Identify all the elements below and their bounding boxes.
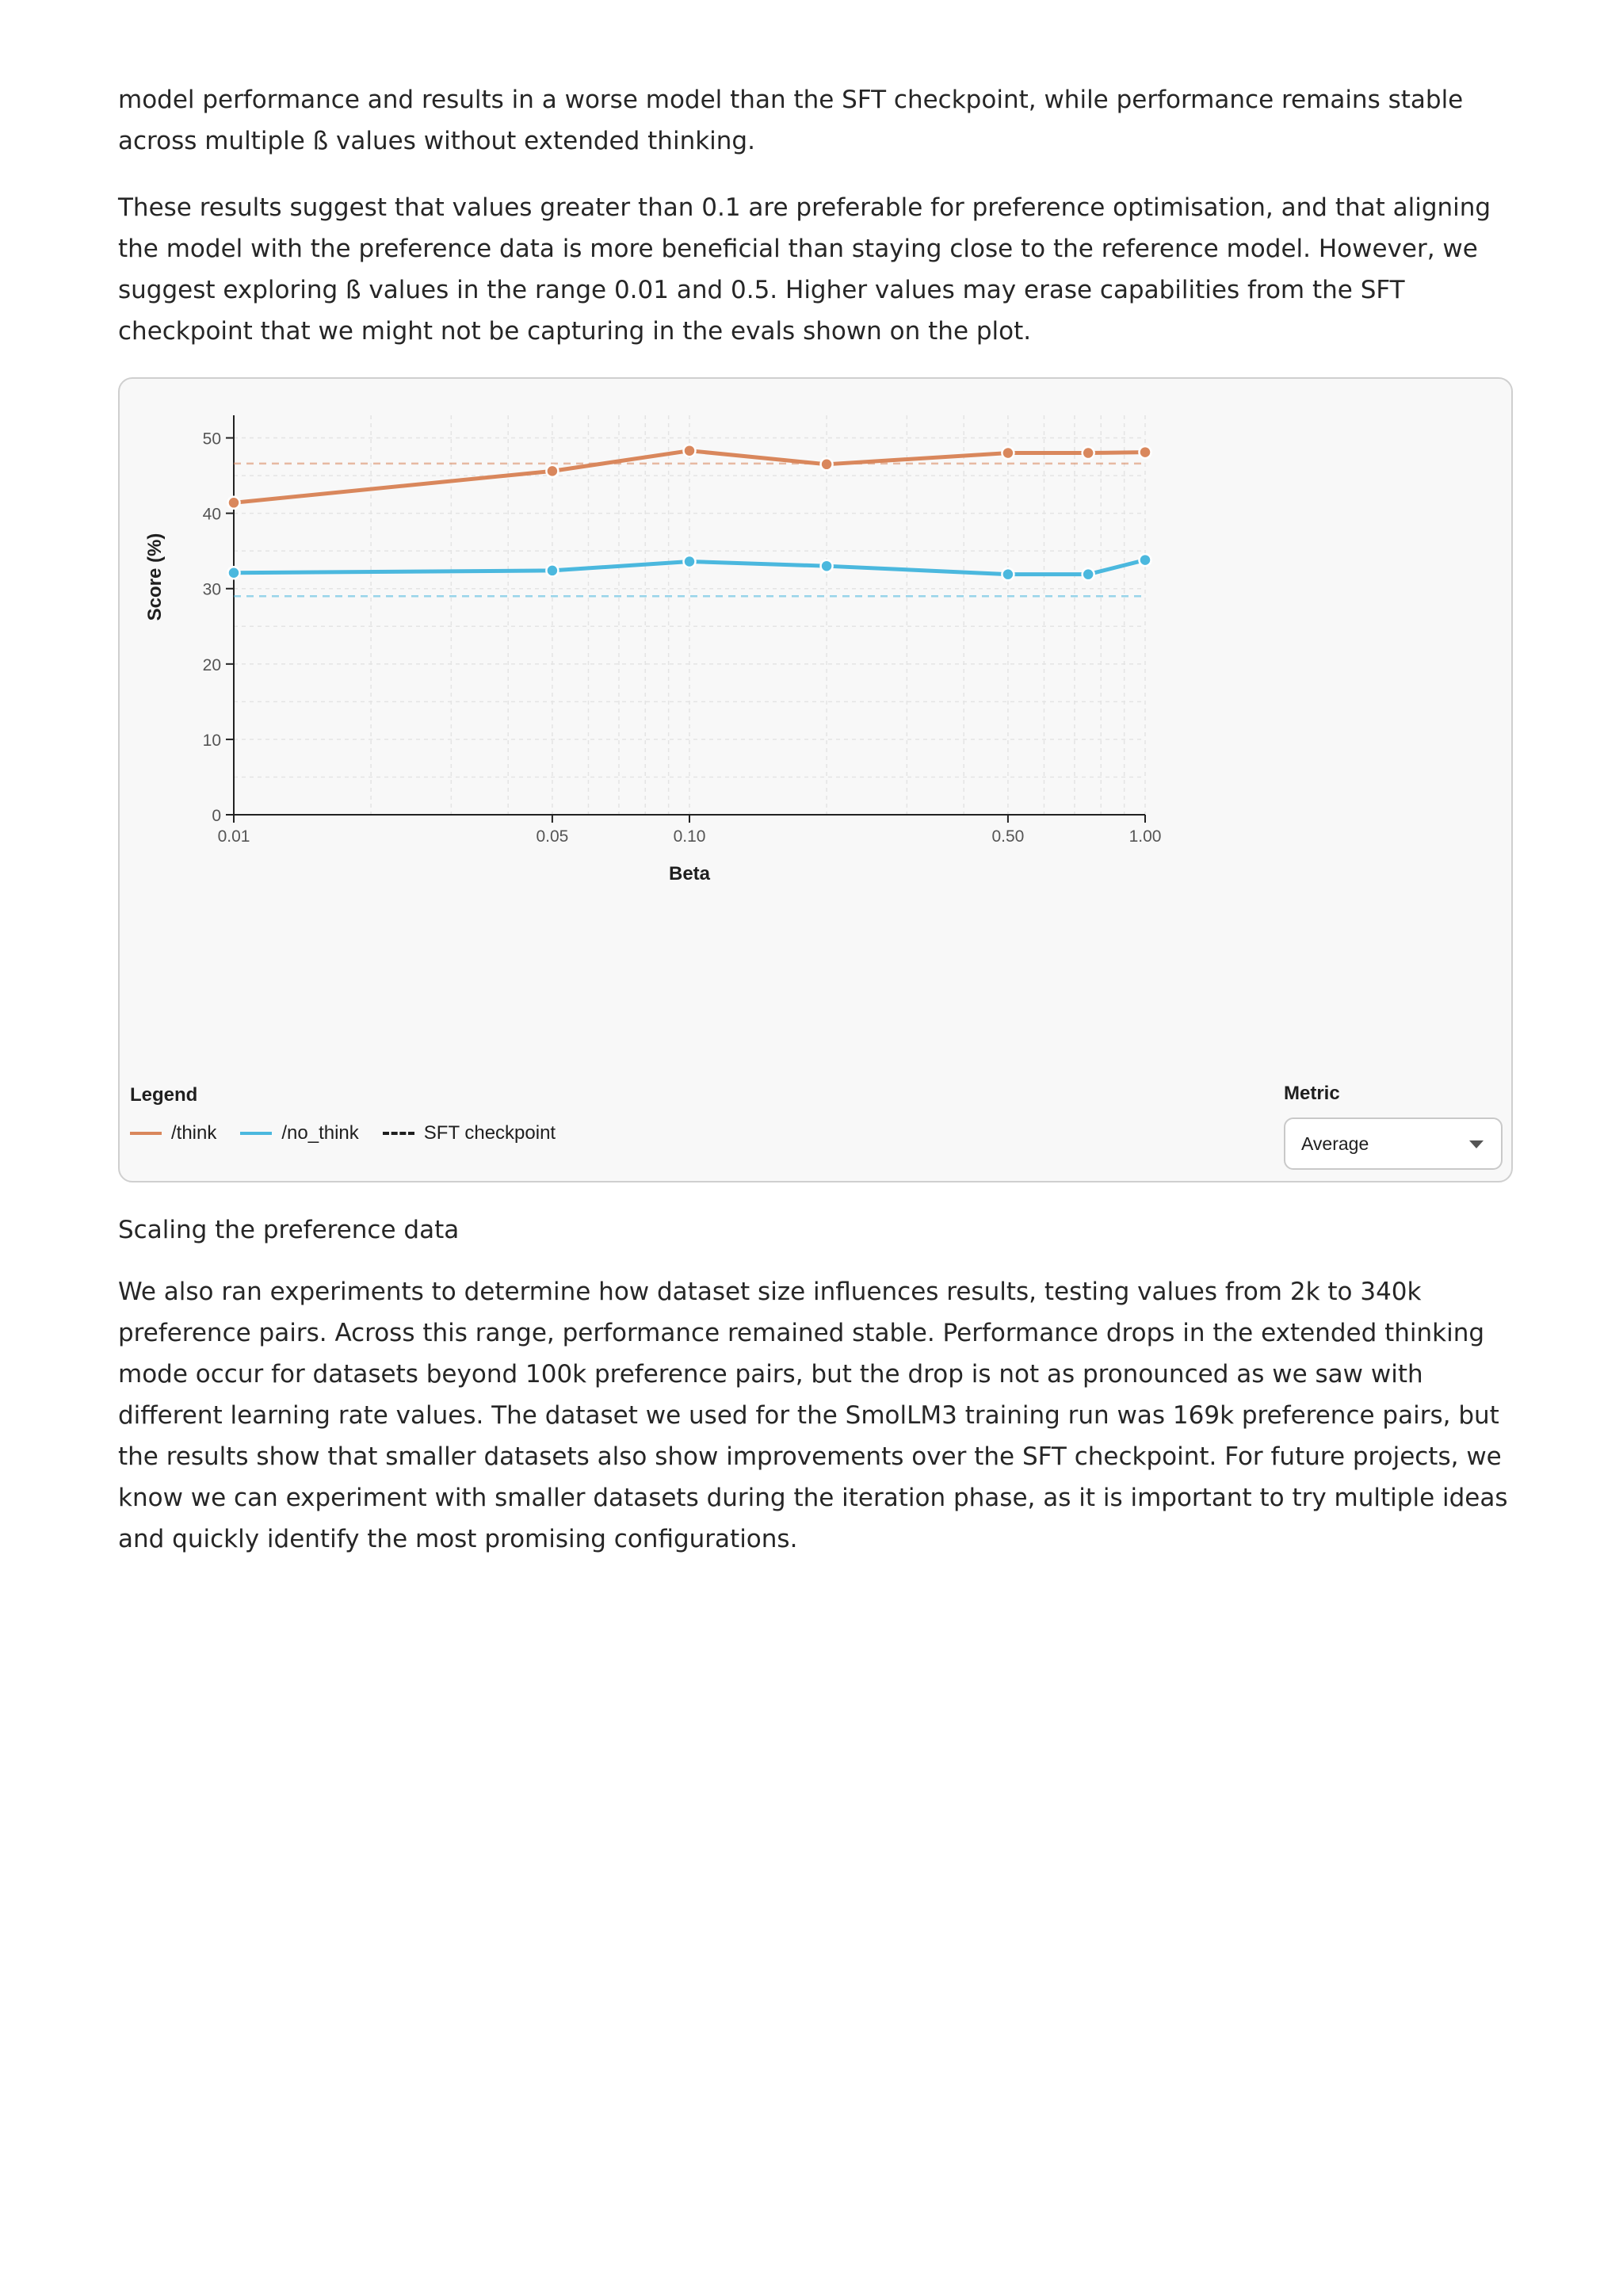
legend-label-think: /think: [171, 1122, 217, 1144]
legend-label-sft-checkpoint: SFT checkpoint: [423, 1122, 556, 1144]
legend-item-think[interactable]: [130, 1122, 216, 1144]
y-tick-label: 30: [202, 580, 221, 599]
data-point-nothink: [684, 556, 696, 567]
data-point-think: [546, 465, 558, 477]
beta-chart-figure: [118, 377, 1513, 1182]
data-point-think: [1140, 446, 1151, 458]
legend-swatch-no-think: [240, 1132, 272, 1135]
legend-item-sft-checkpoint[interactable]: [383, 1122, 556, 1144]
paragraph-beta-recommendation: These results suggest that values greater than 0.1 are preferable for preference optimisation, and that aligning the model with the preference data is more beneficial than staying close to the reference model. However, we suggest exploring ß values in the range 0.01 and 0.5. Higher values may erase capabilities from the SFT checkpoint that we might not be capturing in the evals shown on the plot.: [118, 193, 1491, 346]
data-point-think: [684, 445, 696, 457]
data-point-think: [228, 497, 240, 509]
x-tick-label: 0.50: [991, 827, 1025, 846]
metric-title: Metric: [1284, 1083, 1340, 1104]
y-axis-label: Score (%): [144, 533, 166, 621]
paragraph-scaling-data: We also ran experiments to determine how dataset size influences results, testing values from 2k to 340k preference pairs. Across this range, performance remained stable. Performance drops in the extended thinking mode occur for datasets beyond 100k preference pairs, but the drop is not as pronounced as we saw with different learning rate values. The dataset we used for the SmolLM3 training run was 169k preference pairs, but the results show that smaller datasets also show improvements over the SFT checkpoint. For future projects, we know we can experiment with smaller datasets during the iteration phase, as it is important to try multiple ideas and quickly identify the most promising configurations.: [118, 1278, 1508, 1553]
data-point-nothink: [821, 560, 833, 572]
legend-title: Legend: [130, 1084, 198, 1106]
y-tick-label: 40: [202, 505, 221, 524]
legend: [130, 1122, 579, 1144]
metric-selected-value: Average: [1301, 1133, 1369, 1154]
y-tick-label: 50: [202, 430, 221, 449]
data-point-nothink: [1002, 568, 1014, 580]
legend-swatch-sft-checkpoint: [383, 1132, 414, 1135]
x-tick-label: 0.01: [217, 827, 250, 846]
x-tick-label: 0.10: [673, 827, 706, 846]
data-point-nothink: [546, 564, 558, 576]
x-tick-label: 1.00: [1128, 827, 1162, 846]
y-tick-label: 10: [202, 731, 221, 750]
article-content: [118, 79, 1513, 1585]
paragraph-beta-intro: model performance and results in a worse model than the SFT checkpoint, while performance remains stable across multiple ß values without extended thinking.: [118, 86, 1464, 155]
section-heading-scaling: Scaling the preference data: [118, 1216, 460, 1244]
data-point-think: [1002, 447, 1014, 459]
beta-line-chart: [120, 379, 1514, 1184]
data-point-think: [821, 458, 833, 470]
data-point-think: [1083, 447, 1094, 459]
x-axis-label: Beta: [668, 863, 711, 884]
legend-swatch-think: [130, 1132, 162, 1135]
data-point-nothink: [1083, 568, 1094, 580]
data-point-nothink: [228, 567, 240, 579]
legend-label-no-think: /no_think: [281, 1122, 359, 1144]
legend-item-no-think[interactable]: [240, 1122, 358, 1144]
metric-select[interactable]: [1284, 1117, 1503, 1170]
chevron-down-icon: [1469, 1140, 1484, 1148]
x-tick-label: 0.05: [536, 827, 569, 846]
y-tick-label: 0: [212, 807, 221, 825]
y-tick-label: 20: [202, 655, 221, 674]
data-point-nothink: [1140, 554, 1151, 566]
